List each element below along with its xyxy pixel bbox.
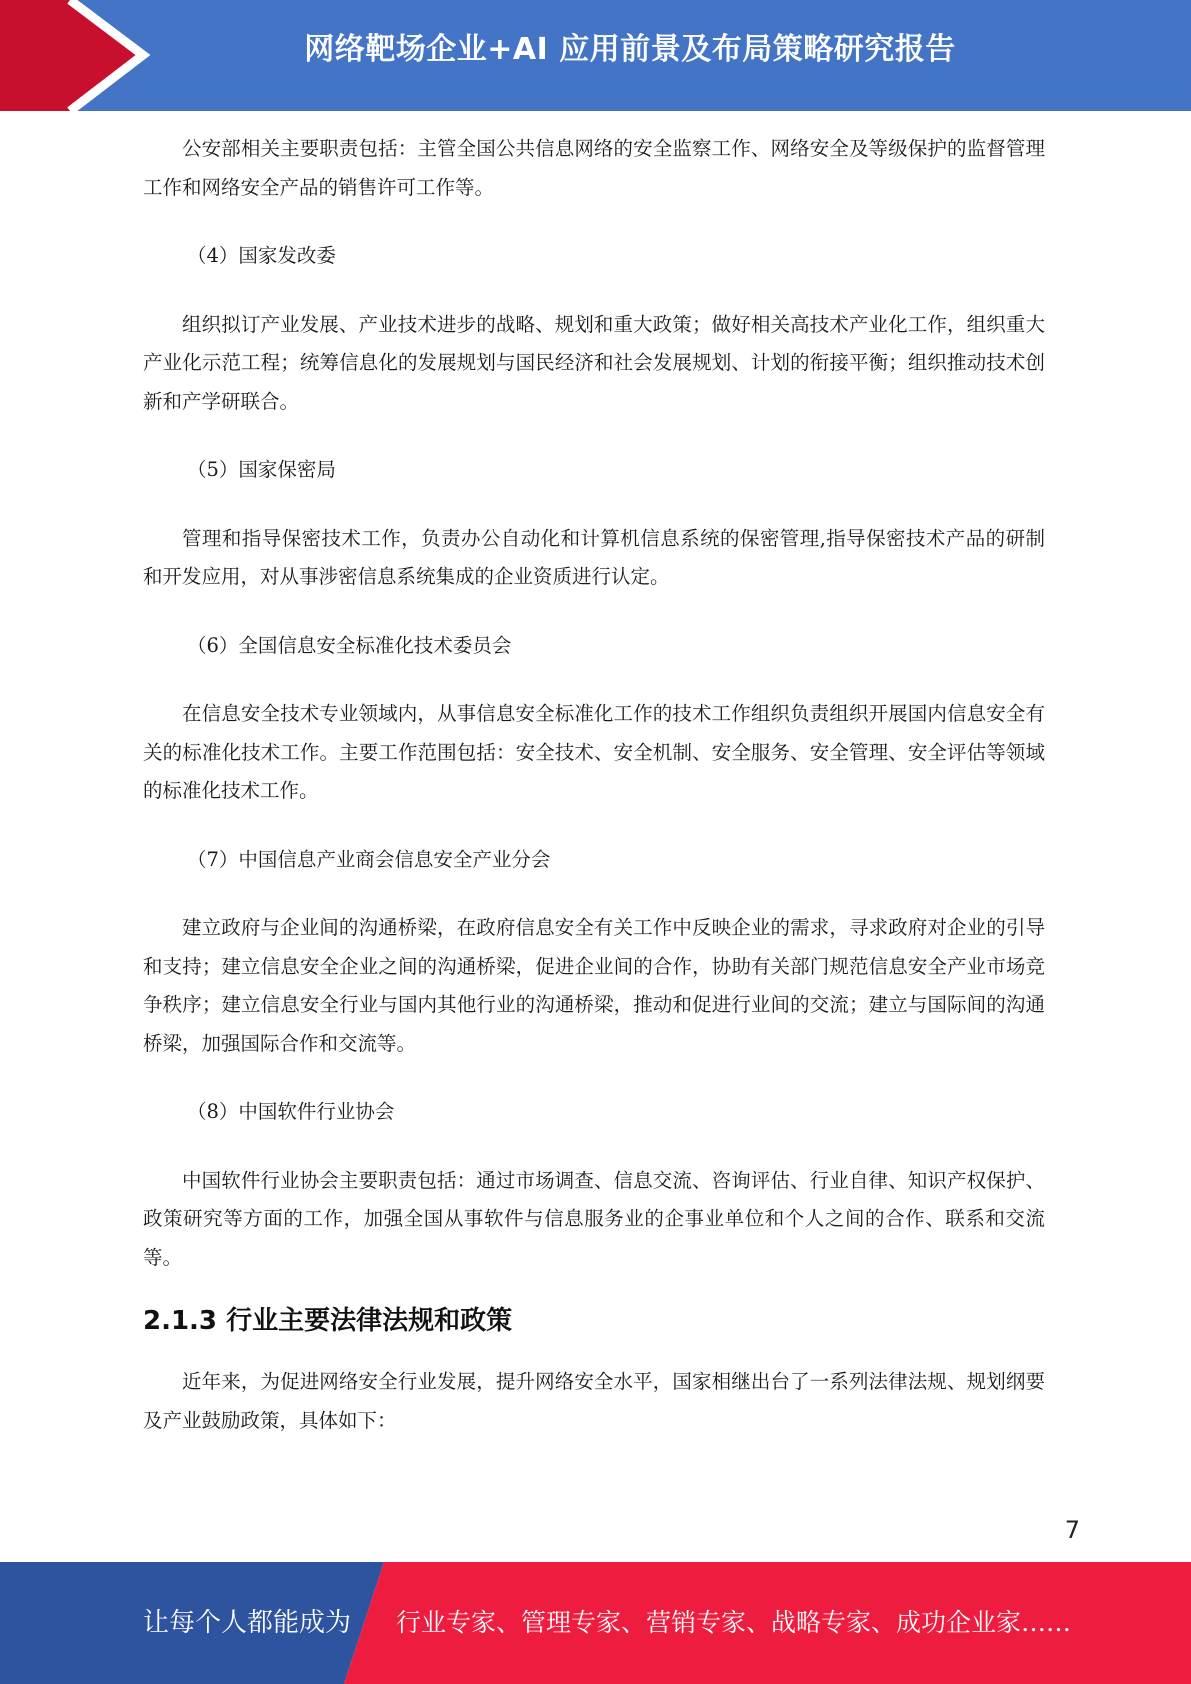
- report-title: 网络靶场企业+AI 应用前景及布局策略研究报告: [304, 32, 956, 67]
- paragraph-policy-intro: 近年来，为促进网络安全行业发展，提升网络安全水平，国家相继出台了一系列法律法规、规划纲要及产业鼓励政策，具体如下：: [143, 1370, 1045, 1432]
- subheading-standardization-committee: （6）全国信息安全标准化技术委员会: [187, 633, 512, 657]
- paragraph-standardization-committee: 在信息安全技术专业领域内，从事信息安全标准化工作的技术工作组织负责组织开展国内信息安全有关的标准化技术工作。主要工作范围包括：安全技术、安全机制、安全服务、安全管理、安全评估等领域的标准化技术工作。: [143, 702, 1045, 802]
- subheading-software-association: （8）中国软件行业协会: [187, 1100, 395, 1123]
- page-header: [0, 0, 1191, 111]
- paragraph-ndrc: 组织拟订产业发展、产业技术进步的战略、规划和重大政策；做好相关高技术产业化工作，组织重大产业化示范工程；统筹信息化的发展规划与国民经济和社会发展规划、计划的衔接平衡；组织推动技术创新和产学研联合。: [143, 312, 1045, 413]
- subheading-ndrc: （4）国家发改委: [187, 244, 336, 267]
- page-number: 7: [1064, 1516, 1080, 1544]
- footer-slogan-left: 让每个人都能成为: [143, 1608, 352, 1638]
- subheading-secrecy-bureau: （5）国家保密局: [187, 458, 336, 481]
- section-heading: 2.1.3 行业主要法律法规和政策: [143, 1306, 513, 1336]
- paragraph-software-association: 中国软件行业协会主要职责包括：通过市场调查、信息交流、咨询评估、行业自律、知识产权保护、政策研究等方面的工作，加强全国从事软件与信息服务业的企事业单位和个人之间的合作、联系和交流等。: [143, 1168, 1045, 1269]
- paragraph-ministry-public-security: 公安部相关主要职责包括：主管全国公共信息网络的安全监察工作、网络安全及等级保护的监督管理工作和网络安全产品的销售许可工作等。: [143, 137, 1045, 199]
- page-footer: [0, 1562, 1191, 1684]
- footer-slogan-right: 行业专家、管理专家、营销专家、战略专家、成功企业家……: [396, 1608, 1072, 1637]
- paragraph-industry-chamber: 建立政府与企业间的沟通桥梁，在政府信息安全有关工作中反映企业的需求，寻求政府对企业的引导和支持；建立信息安全企业之间的沟通桥梁，促进企业间的合作，协助有关部门规范信息安全产业市场竞争秩序；建立信息安全行业与国内其他行业的沟通桥梁，推动和促进行业间的交流；建立与国际间的沟通桥梁，加强国际合作和交流等。: [143, 916, 1045, 1055]
- paragraph-secrecy-bureau: 管理和指导保密技术工作，负责办公自动化和计算机信息系统的保密管理,指导保密技术产品的研制和开发应用，对从事涉密信息系统集成的企业资质进行认定。: [143, 526, 1045, 588]
- subheading-industry-chamber: （7）中国信息产业商会信息安全产业分会: [187, 847, 551, 871]
- page-content: [143, 130, 1045, 1440]
